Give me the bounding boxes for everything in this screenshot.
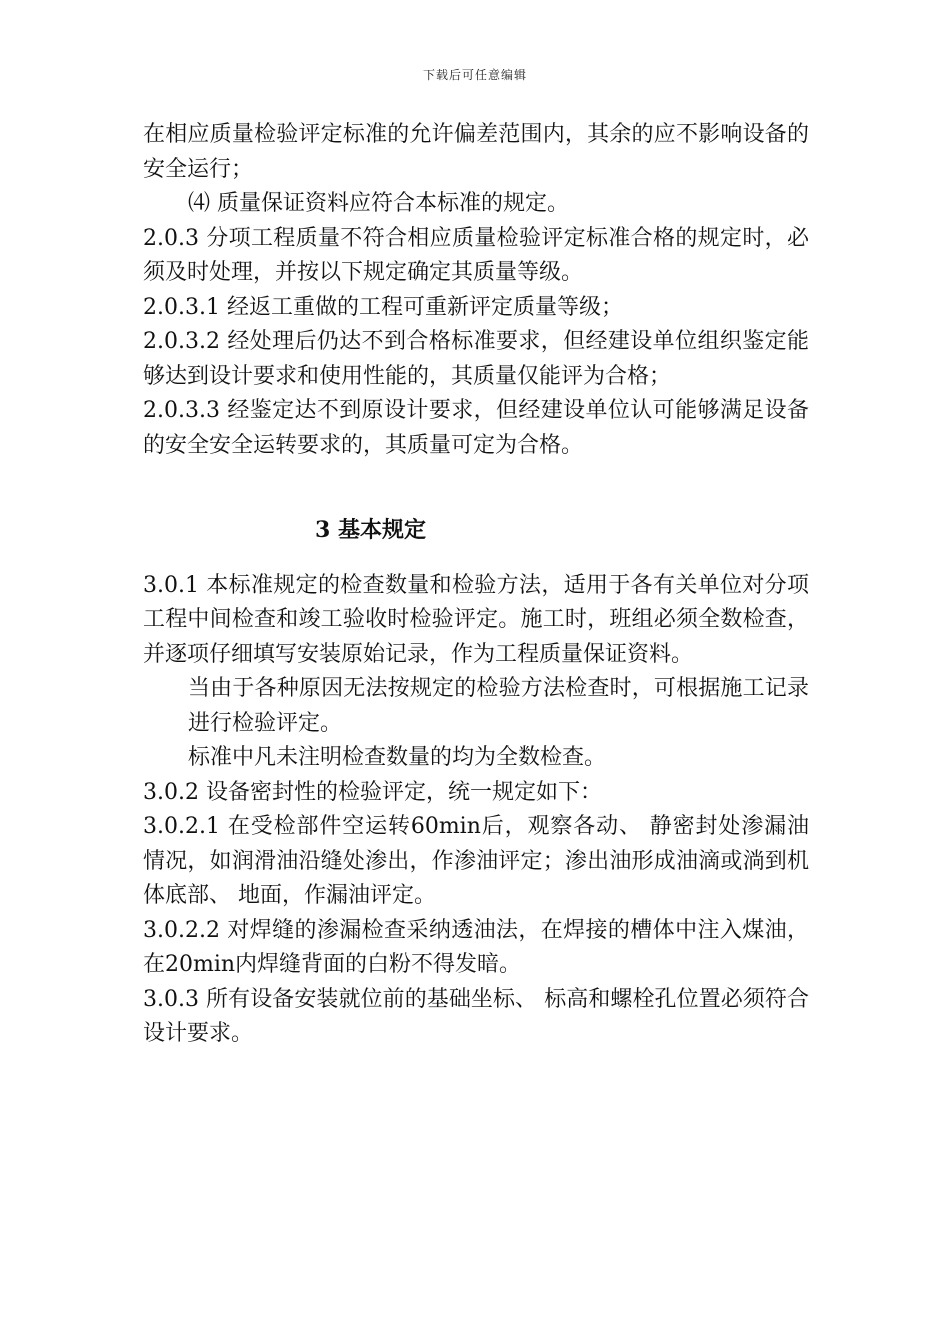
paragraph: 在相应质量检验评定标准的允许偏差范围内，其余的应不影响设备的安全运行； [143,122,809,182]
section-heading: 3 基本规定 [315,517,426,543]
paragraph: 3.0.3 所有设备安装就位前的基础坐标、 标高和螺栓孔位置必须符合设计要求。 [143,986,809,1046]
paragraph: 当由于各种原因无法按规定的检验方法检查时，可根据施工记录进行检验评定。 [188,676,809,736]
paragraph: 3.0.2.1 在受检部件空运转60min后，观察各动、 静密封处渗漏油情况，如润滑油沿缝处渗出，作渗油评定；渗出油形成油滴或淌到机体底部、 地面，作漏油评定。 [143,814,809,908]
paragraph: 2.0.3.3 经鉴定达不到原设计要求，但经建设单位认可能够满足设备的安全安全运转要求的，其质量可定为合格。 [143,398,809,458]
paragraph: ⑷ 质量保证资料应符合本标准的规定。 [188,191,569,216]
paragraph: 2.0.3.1 经返工重做的工程可重新评定质量等级； [143,294,623,320]
paragraph: 3.0.2.2 对焊缝的渗漏检查采纳透油法，在焊接的槽体中注入煤油，在20min内焊缝背面的白粉不得发暗。 [143,917,809,977]
paragraph: 3.0.1 本标准规定的检查数量和检验方法，适用于各有关单位对分项工程中间检查和竣工验收时检验评定。施工时，班组必须全数检查，并逐项仔细填写安装原始记录，作为工程质量保证资料。 [143,572,809,667]
page-header: 下载后可任意编辑 [422,68,527,82]
paragraph: 3.0.2 设备密封性的检验评定，统一规定如下： [143,779,602,805]
paragraph: 2.0.3.2 经处理后仍达不到合格标准要求，但经建设单位组织鉴定能够达到设计要求和使用性能的，其质量仅能评为合格； [143,329,809,389]
paragraph: 2.0.3 分项工程质量不符合相应质量检验评定标准合格的规定时，必须及时处理，并按以下规定确定其质量等级。 [143,225,809,285]
document-body [143,118,809,1052]
paragraph: 标准中凡未注明检查数量的均为全数检查。 [188,745,607,770]
